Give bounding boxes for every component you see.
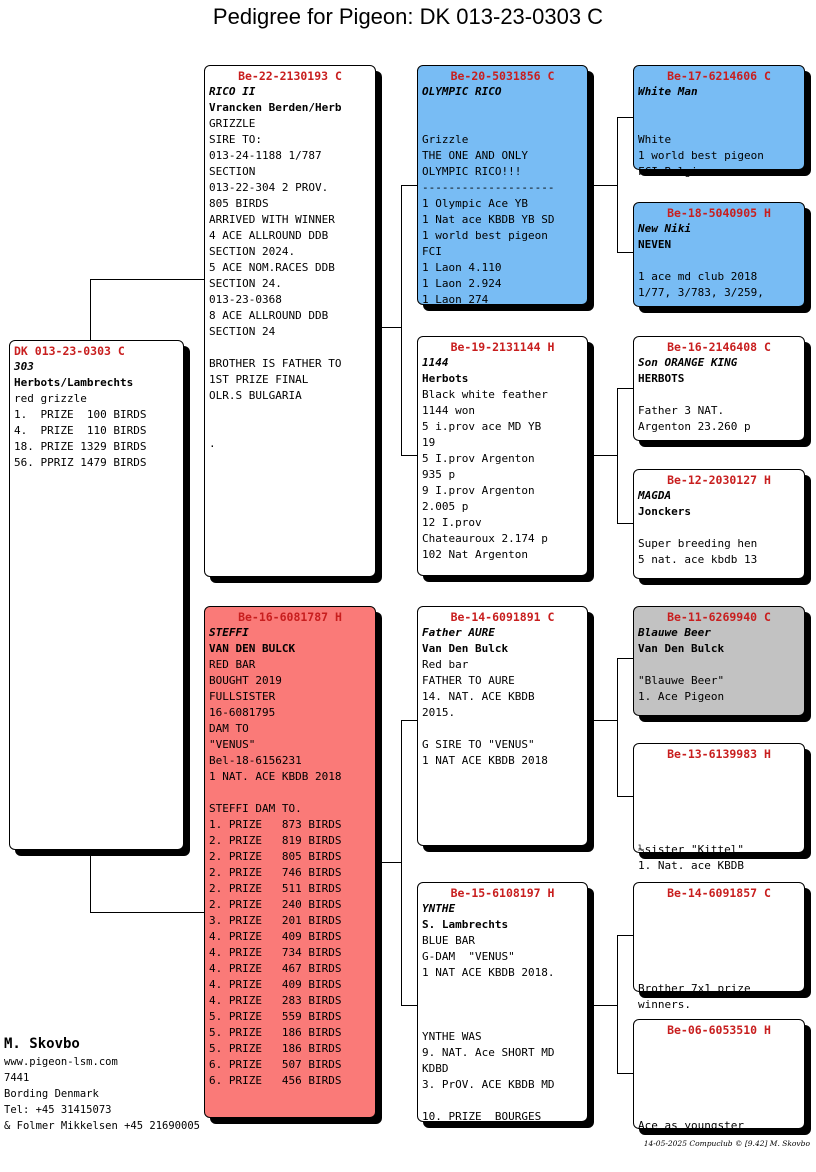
- breeder-line: www.pigeon-lsm.com: [4, 1056, 118, 1068]
- info-line: [209, 420, 371, 436]
- info-line: 1 world best pigeon: [638, 149, 764, 162]
- pigeon-name: 303: [14, 360, 34, 373]
- ring-number: DK 013-23-0303 C: [14, 344, 125, 358]
- info-line: ½sister "Kittel": [638, 843, 744, 856]
- info-line: 013-22-304 2 PROV.: [209, 181, 329, 194]
- info-line: BOUGHT 2019: [209, 674, 282, 687]
- pigeon-name: Son ORANGE KING: [638, 356, 738, 369]
- sire-sire-sire-card[interactable]: [633, 65, 805, 178]
- info-line: [638, 965, 800, 981]
- info-line: 1 NAT ACE KBDB 2018: [422, 754, 548, 767]
- dam-dam-dam-card[interactable]: [633, 1019, 805, 1132]
- info-line: THE ONE AND ONLY: [422, 149, 528, 162]
- info-line: 5 ACE NOM.RACES DDB: [209, 261, 335, 274]
- ring-number: Be-16-6081787 H: [238, 610, 342, 624]
- info-line: 013-24-1188 1/787: [209, 149, 322, 162]
- connector-line: [617, 796, 633, 797]
- info-line: 3. PRIZE 201 BIRDS: [209, 914, 342, 927]
- info-line: 3. PrOV. ACE KBDB MD: [422, 1078, 555, 1091]
- info-line: [638, 1070, 800, 1086]
- connector-line: [401, 455, 417, 456]
- connector-line: [376, 862, 401, 863]
- info-line: [638, 116, 800, 132]
- info-line: 5 nat. ace kbdb 13: [638, 553, 758, 566]
- info-line: 1 Nat ace KBDB YB SD: [422, 213, 555, 226]
- connector-line: [401, 185, 402, 455]
- ring-number: Be-13-6139983 H: [667, 747, 771, 761]
- info-line: G-DAM "VENUS": [422, 950, 515, 963]
- info-line: 18. PRIZE 1329 BIRDS: [14, 440, 147, 453]
- owner-name: NEVEN: [638, 238, 672, 251]
- info-line: 56. PPRIZ 1479 BIRDS: [14, 456, 147, 469]
- info-line: Brother 7x1 prize: [638, 982, 751, 995]
- info-line: SECTION 24.: [209, 277, 282, 290]
- info-line: 013-23-0368: [209, 293, 282, 306]
- info-line: "Blauwe Beer": [638, 674, 725, 687]
- info-line: 14. NAT. ACE KBDB: [422, 690, 535, 703]
- info-line: [422, 116, 583, 132]
- breeder-line: Tel: +45 31415073: [4, 1104, 112, 1116]
- pigeon-name: Father AURE: [422, 626, 495, 639]
- info-line: Chateauroux 2.174 p: [422, 532, 548, 545]
- info-line: [209, 404, 371, 420]
- info-line: G SIRE TO "VENUS": [422, 738, 535, 751]
- info-line: Bel-18-6156231: [209, 754, 302, 767]
- info-line: 1 Laon 274: [422, 293, 489, 306]
- connector-line: [376, 327, 401, 328]
- info-line: 805 BIRDS: [209, 197, 269, 210]
- info-line: 2015.: [422, 706, 456, 719]
- pigeon-name: 1144: [422, 356, 449, 369]
- owner-name: Vrancken Berden/Herb: [209, 101, 342, 114]
- dam-sire-card[interactable]: [417, 606, 588, 846]
- info-line: [209, 340, 371, 356]
- breeder-name: M. Skovbo: [4, 1036, 80, 1052]
- info-line: [422, 997, 583, 1013]
- connector-line: [90, 279, 204, 280]
- info-line: 19: [422, 436, 436, 449]
- info-line: 1 Olympic Ace YB: [422, 197, 528, 210]
- ring-number: Be-14-6091857 C: [667, 886, 771, 900]
- info-line: [638, 1102, 800, 1118]
- info-line: [638, 949, 800, 965]
- info-line: FULLSISTER: [209, 690, 276, 703]
- info-line: 1/77, 3/783, 3/259,: [638, 286, 764, 299]
- info-line: FATHER TO AURE: [422, 674, 515, 687]
- info-line: 5. PRIZE 186 BIRDS: [209, 1042, 342, 1055]
- info-line: [209, 785, 371, 801]
- owner-name: Van Den Bulck: [638, 642, 725, 655]
- info-line: 2. PRIZE 240 BIRDS: [209, 898, 342, 911]
- ring-number: Be-22-2130193 C: [238, 69, 342, 83]
- info-line: 4. PRIZE 409 BIRDS: [209, 930, 342, 943]
- info-line: winners.: [638, 998, 691, 1011]
- owner-name: [638, 1054, 800, 1070]
- pigeon-name: [638, 1038, 800, 1054]
- dam-card[interactable]: [204, 606, 376, 1118]
- owner-name: [638, 100, 800, 116]
- info-line: [638, 1086, 800, 1102]
- connector-line: [617, 117, 633, 118]
- info-line: 6. PRIZE 507 BIRDS: [209, 1058, 342, 1071]
- info-line: 5. PRIZE 559 BIRDS: [209, 1010, 342, 1023]
- info-line: OLYMPIC RICO!!!: [422, 165, 522, 178]
- info-line: [638, 253, 800, 269]
- info-line: 16-6081795: [209, 706, 276, 719]
- ring-number: Be-19-2131144 H: [450, 340, 555, 354]
- owner-name: S. Lambrechts: [422, 918, 509, 931]
- info-line: [638, 826, 800, 842]
- info-line: 5 i.prov ace MD YB: [422, 420, 542, 433]
- info-line: FCI: [422, 245, 442, 258]
- info-line: 9 I.prov Argenton: [422, 484, 535, 497]
- dam-sire-sire-card[interactable]: [633, 606, 805, 716]
- info-line: 6. PRIZE 456 BIRDS: [209, 1074, 342, 1087]
- pigeon-name: OLYMPIC RICO: [422, 85, 502, 98]
- owner-name: HERBOTS: [638, 372, 685, 385]
- info-line: .: [209, 437, 216, 450]
- info-line: GRIZZLE: [209, 117, 256, 130]
- info-line: [638, 933, 800, 949]
- dam-dam-sire-card[interactable]: [633, 882, 805, 1011]
- ring-number: Be-17-6214606 C: [667, 69, 771, 83]
- connector-line: [617, 935, 633, 936]
- info-line: 8 ACE ALLROUND DDB: [209, 309, 329, 322]
- info-line: OLR.S BULGARIA: [209, 389, 302, 402]
- sire-dam-sire-card[interactable]: [633, 336, 805, 441]
- info-line: [638, 810, 800, 826]
- connector-line: [617, 252, 633, 253]
- connector-line: [90, 279, 91, 341]
- connector-line: [588, 1005, 617, 1006]
- info-line: 2. PRIZE 805 BIRDS: [209, 850, 342, 863]
- info-line: RED BAR: [209, 658, 256, 671]
- info-line: ARRIVED WITH WINNER: [209, 213, 335, 226]
- connector-line: [617, 1073, 633, 1074]
- owner-name: Herbots: [422, 372, 469, 385]
- info-line: 4. PRIZE 409 BIRDS: [209, 978, 342, 991]
- owner-name: VAN DEN BULCK: [209, 642, 296, 655]
- info-line: 1 world best pigeon: [422, 229, 548, 242]
- owner-name: Van Den Bulck: [422, 642, 509, 655]
- owner-name: Herbots/Lambrechts: [14, 376, 134, 389]
- info-line: 1. PRIZE 873 BIRDS: [209, 818, 342, 831]
- connector-line: [401, 1005, 417, 1006]
- info-line: red grizzle: [14, 392, 87, 405]
- connector-line: [90, 912, 204, 913]
- info-line: 1 Laon 4.110: [422, 261, 502, 274]
- connector-line: [617, 523, 633, 524]
- info-line: Red bar: [422, 658, 469, 671]
- ring-number: Be-06-6053510 H: [667, 1023, 771, 1037]
- ring-number: Be-20-5031856 C: [450, 69, 555, 83]
- info-line: 4. PRIZE 734 BIRDS: [209, 946, 342, 959]
- info-line: 2. PRIZE 819 BIRDS: [209, 834, 342, 847]
- page-title: Pedigree for Pigeon: DK 013-23-0303 C: [212, 4, 604, 29]
- info-line: 10. PRIZE BOURGES: [422, 1110, 542, 1123]
- info-line: 2.005 p: [422, 500, 469, 513]
- info-line: Grizzle: [422, 133, 469, 146]
- info-line: Ace as youngster: [638, 1119, 744, 1132]
- info-line: 4. PRIZE 283 BIRDS: [209, 994, 342, 1007]
- footer-credit: 14-05-2025 Compuclub © [9.42] M. Skovbo: [643, 1139, 810, 1148]
- info-line: 9. NAT. Ace SHORT MD: [422, 1046, 555, 1059]
- pigeon-name: Blauwe Beer: [638, 626, 711, 639]
- pigeon-name: STEFFI: [209, 626, 249, 639]
- connector-line: [617, 658, 618, 796]
- info-line: Super breeding hen: [638, 537, 758, 550]
- info-line: 1. PRIZE 100 BIRDS: [14, 408, 147, 421]
- connector-line: [588, 720, 617, 721]
- info-line: Black white feather: [422, 388, 548, 401]
- ring-number: Be-12-2030127 H: [667, 473, 771, 487]
- info-line: Argenton 23.260 p: [638, 420, 751, 433]
- info-line: BLUE BAR: [422, 934, 475, 947]
- info-line: 4. PRIZE 467 BIRDS: [209, 962, 342, 975]
- info-line: 102 Nat Argenton: [422, 548, 528, 561]
- info-line: [422, 1013, 583, 1029]
- info-line: 1ST PRIZE FINAL: [209, 373, 309, 386]
- info-line: 5. PRIZE 186 BIRDS: [209, 1026, 342, 1039]
- info-line: 1 ace md club 2018: [638, 270, 758, 283]
- info-line: SECTION 24: [209, 325, 276, 338]
- info-line: --------------------: [422, 181, 555, 194]
- info-line: YNTHE WAS: [422, 1030, 482, 1043]
- sire-sire-dam-card[interactable]: [633, 202, 805, 307]
- connector-line: [401, 720, 402, 1005]
- ring-number: Be-14-6091891 C: [450, 610, 555, 624]
- owner-name: Jonckers: [638, 505, 691, 518]
- connector-line: [401, 720, 417, 721]
- breeder-info: [4, 1034, 200, 1134]
- ring-number: Be-16-2146408 C: [667, 340, 771, 354]
- info-line: KDBD: [422, 1062, 449, 1075]
- info-line: DAM TO: [209, 722, 249, 735]
- pigeon-name: YNTHE: [422, 902, 456, 915]
- breeder-line: Bording Denmark: [4, 1088, 99, 1100]
- info-line: [638, 520, 800, 536]
- info-line: [638, 657, 800, 673]
- breeder-line: 7441: [4, 1072, 30, 1084]
- info-line: SIRE TO:: [209, 133, 262, 146]
- dam-sire-dam-card[interactable]: [633, 743, 805, 872]
- connector-line: [617, 935, 618, 1073]
- info-line: 1 Laon 2.924: [422, 277, 502, 290]
- breeder-line: & Folmer Mikkelsen +45 21690005: [4, 1120, 200, 1132]
- owner-name: [422, 100, 583, 116]
- sire-sire-card[interactable]: [417, 65, 588, 305]
- info-line: [638, 387, 800, 403]
- pigeon-name: [638, 762, 800, 778]
- info-line: White: [638, 133, 672, 146]
- sire-card[interactable]: [204, 65, 376, 577]
- info-line: 1 NAT ACE KBDB 2018.: [422, 966, 555, 979]
- connector-line: [617, 117, 618, 252]
- connector-line: [90, 850, 91, 912]
- ring-number: Be-15-6108197 H: [450, 886, 555, 900]
- info-line: SECTION 2024.: [209, 245, 296, 258]
- info-line: "VENUS": [209, 738, 256, 751]
- subject-card[interactable]: [9, 340, 184, 850]
- info-line: STEFFI DAM TO.: [209, 802, 302, 815]
- info-line: 1 NAT. ACE KBDB 2018: [209, 770, 342, 783]
- pigeon-name: RICO II: [209, 85, 256, 98]
- connector-line: [617, 658, 633, 659]
- connector-line: [617, 388, 618, 523]
- ring-number: Be-11-6269940 C: [667, 610, 771, 624]
- info-line: Father 3 NAT.: [638, 404, 725, 417]
- connector-line: [588, 455, 617, 456]
- info-line: 12 I.prov: [422, 516, 482, 529]
- info-line: 4 ACE ALLROUND DDB: [209, 229, 329, 242]
- pigeon-name: [638, 901, 800, 917]
- info-line: 2. PRIZE 746 BIRDS: [209, 866, 342, 879]
- connector-line: [401, 185, 417, 186]
- sire-dam-dam-card[interactable]: [633, 469, 805, 579]
- pigeon-name: White Man: [638, 85, 698, 98]
- dam-dam-card[interactable]: [417, 882, 588, 1122]
- sire-dam-card[interactable]: [417, 336, 588, 576]
- connector-line: [617, 388, 633, 389]
- info-line: 1. Nat. ace KBDB: [638, 859, 744, 872]
- pigeon-name: MAGDA: [638, 489, 672, 502]
- info-line: 1. Ace Pigeon: [638, 690, 725, 703]
- info-line: [638, 794, 800, 810]
- connector-line: [588, 185, 617, 186]
- info-line: SECTION: [209, 165, 256, 178]
- info-line: 1144 won: [422, 404, 475, 417]
- info-line: [422, 981, 583, 997]
- info-line: FCI Belgium.: [638, 165, 718, 178]
- info-line: [422, 721, 583, 737]
- ring-number: Be-18-5040905 H: [667, 206, 771, 220]
- owner-name: [638, 778, 800, 794]
- pigeon-name: New Niki: [638, 222, 691, 235]
- info-line: BROTHER IS FATHER TO: [209, 357, 342, 370]
- owner-name: [638, 917, 800, 933]
- info-line: 935 p: [422, 468, 456, 481]
- info-line: 2. PRIZE 511 BIRDS: [209, 882, 342, 895]
- info-line: [422, 1093, 583, 1109]
- info-line: 5 I.prov Argenton: [422, 452, 535, 465]
- info-line: 4. PRIZE 110 BIRDS: [14, 424, 147, 437]
